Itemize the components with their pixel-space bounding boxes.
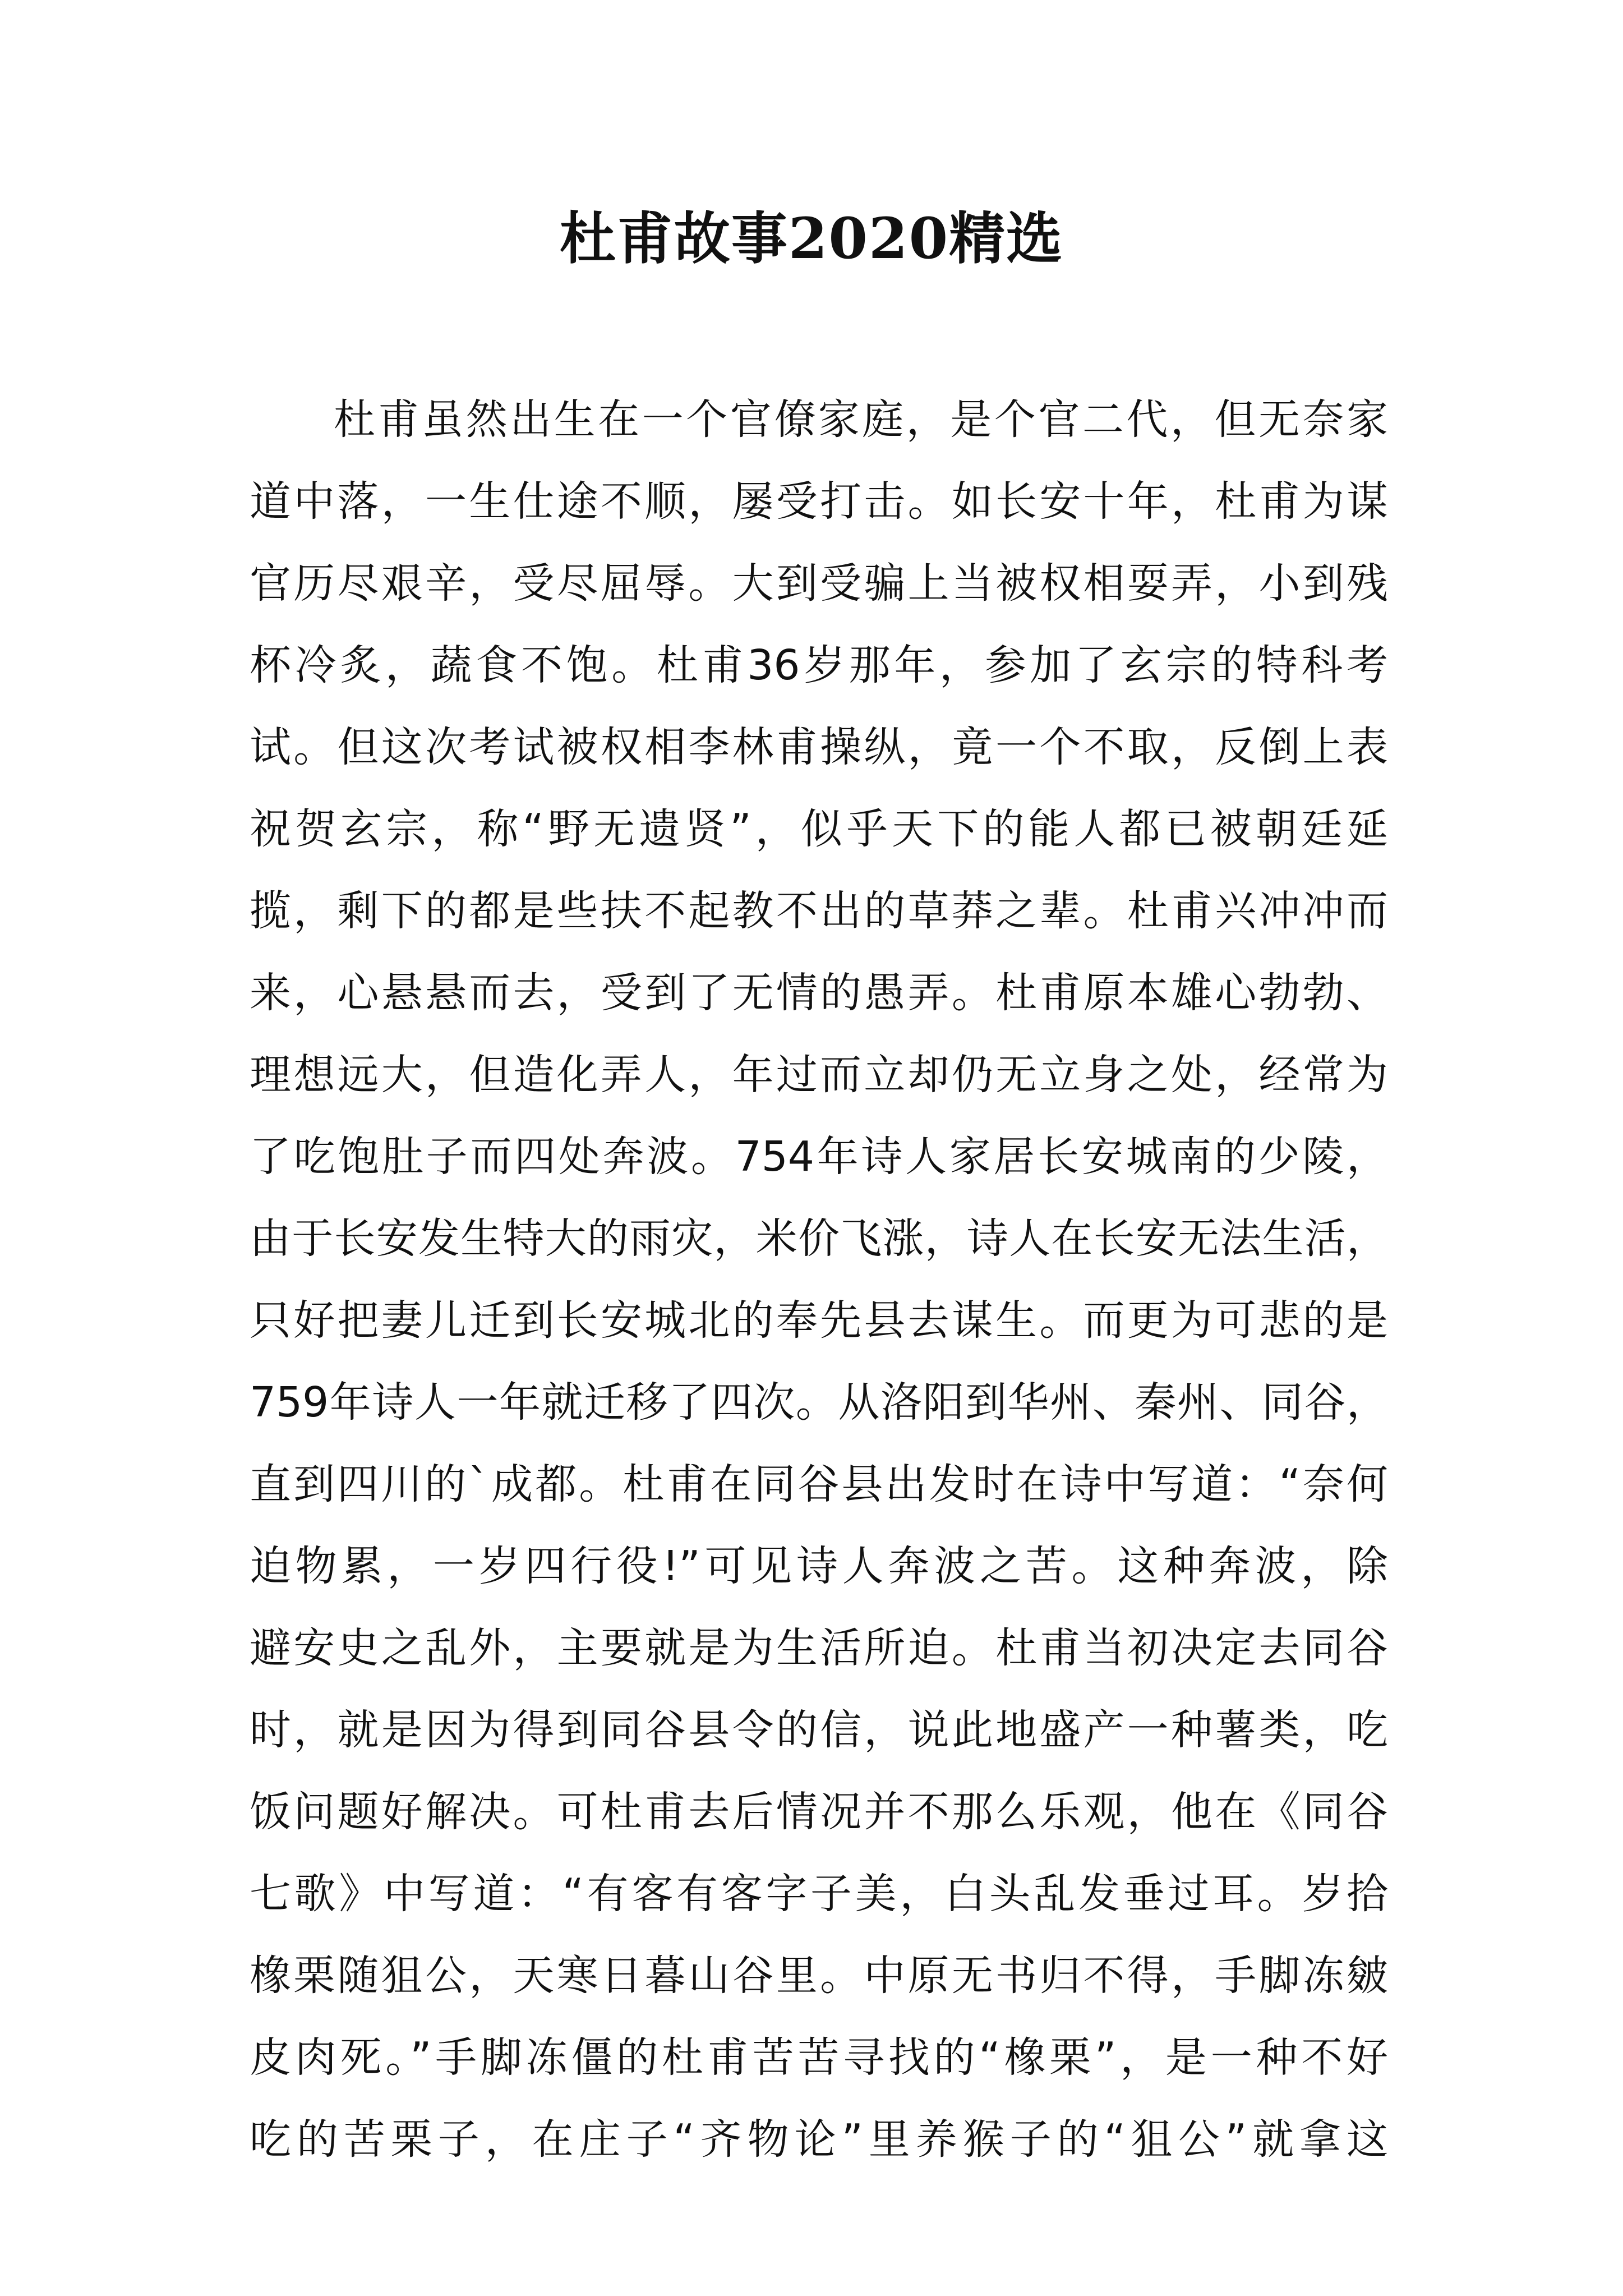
body-line: 橡栗随狙公，天寒日暮山谷里。中原无书归不得，手脚冻皴 bbox=[250, 1952, 1388, 2000]
body-line: 祝贺玄宗，称“野无遗贤”，似乎天下的能人都已被朝廷延 bbox=[250, 805, 1388, 853]
body-line: 吃的苦栗子，在庄子“齐物论”里养猴子的“狙公”就拿这 bbox=[250, 2115, 1388, 2164]
body-line: 揽，剩下的都是些扶不起教不出的草莽之辈。杜甫兴冲冲而 bbox=[250, 887, 1388, 935]
body-line: 来，心悬悬而去，受到了无情的愚弄。杜甫原本雄心勃勃、 bbox=[250, 969, 1388, 1017]
body-line: 七歌》中写道：“有客有客字子美，白头乱发垂过耳。岁拾 bbox=[250, 1870, 1388, 1918]
body-line: 直到四川的`成都。杜甫在同谷县出发时在诗中写道：“奈何 bbox=[250, 1460, 1388, 1508]
body-line: 迫物累，一岁四行役!”可见诗人奔波之苦。这种奔波，除 bbox=[250, 1542, 1388, 1590]
body-line: 由于长安发生特大的雨灾，米价飞涨，诗人在长安无法生活， bbox=[250, 1214, 1388, 1263]
body-line: 皮肉死。”手脚冻僵的杜甫苦苦寻找的“橡栗”，是一种不好 bbox=[250, 2033, 1388, 2082]
body-line: 杯冷炙，蔬食不饱。杜甫36岁那年，参加了玄宗的特科考 bbox=[250, 641, 1388, 689]
body-line: 避安史之乱外，主要就是为生活所迫。杜甫当初决定去同谷 bbox=[250, 1624, 1388, 1672]
body-line: 只好把妻儿迁到长安城北的奉先县去谋生。而更为可悲的是 bbox=[250, 1296, 1388, 1345]
body-line: 理想远大，但造化弄人，年过而立却仍无立身之处，经常为 bbox=[250, 1051, 1388, 1099]
body-line: 试。但这次考试被权相李林甫操纵，竟一个不取，反倒上表 bbox=[250, 723, 1388, 771]
body-line: 时，就是因为得到同谷县令的信，说此地盛产一种薯类，吃 bbox=[250, 1706, 1388, 1754]
body-line: 道中落，一生仕途不顺，屡受打击。如长安十年，杜甫为谋 bbox=[250, 477, 1388, 526]
body-line: 饭问题好解决。可杜甫去后情况并不那么乐观，他在《同谷 bbox=[250, 1788, 1388, 1836]
document-title: 杜甫故事2020精选 bbox=[559, 205, 1064, 272]
document-body bbox=[250, 379, 1388, 2180]
body-line: 759年诗人一年就迁移了四次。从洛阳到华州、秦州、同谷， bbox=[250, 1378, 1388, 1427]
body-line: 官历尽艰辛，受尽屈辱。大到受骗上当被权相耍弄，小到残 bbox=[250, 559, 1388, 608]
body-line: 杜甫虽然出生在一个官僚家庭，是个官二代，但无奈家 bbox=[334, 395, 1388, 444]
body-line: 了吃饱肚子而四处奔波。754年诗人家居长安城南的少陵， bbox=[250, 1133, 1388, 1181]
